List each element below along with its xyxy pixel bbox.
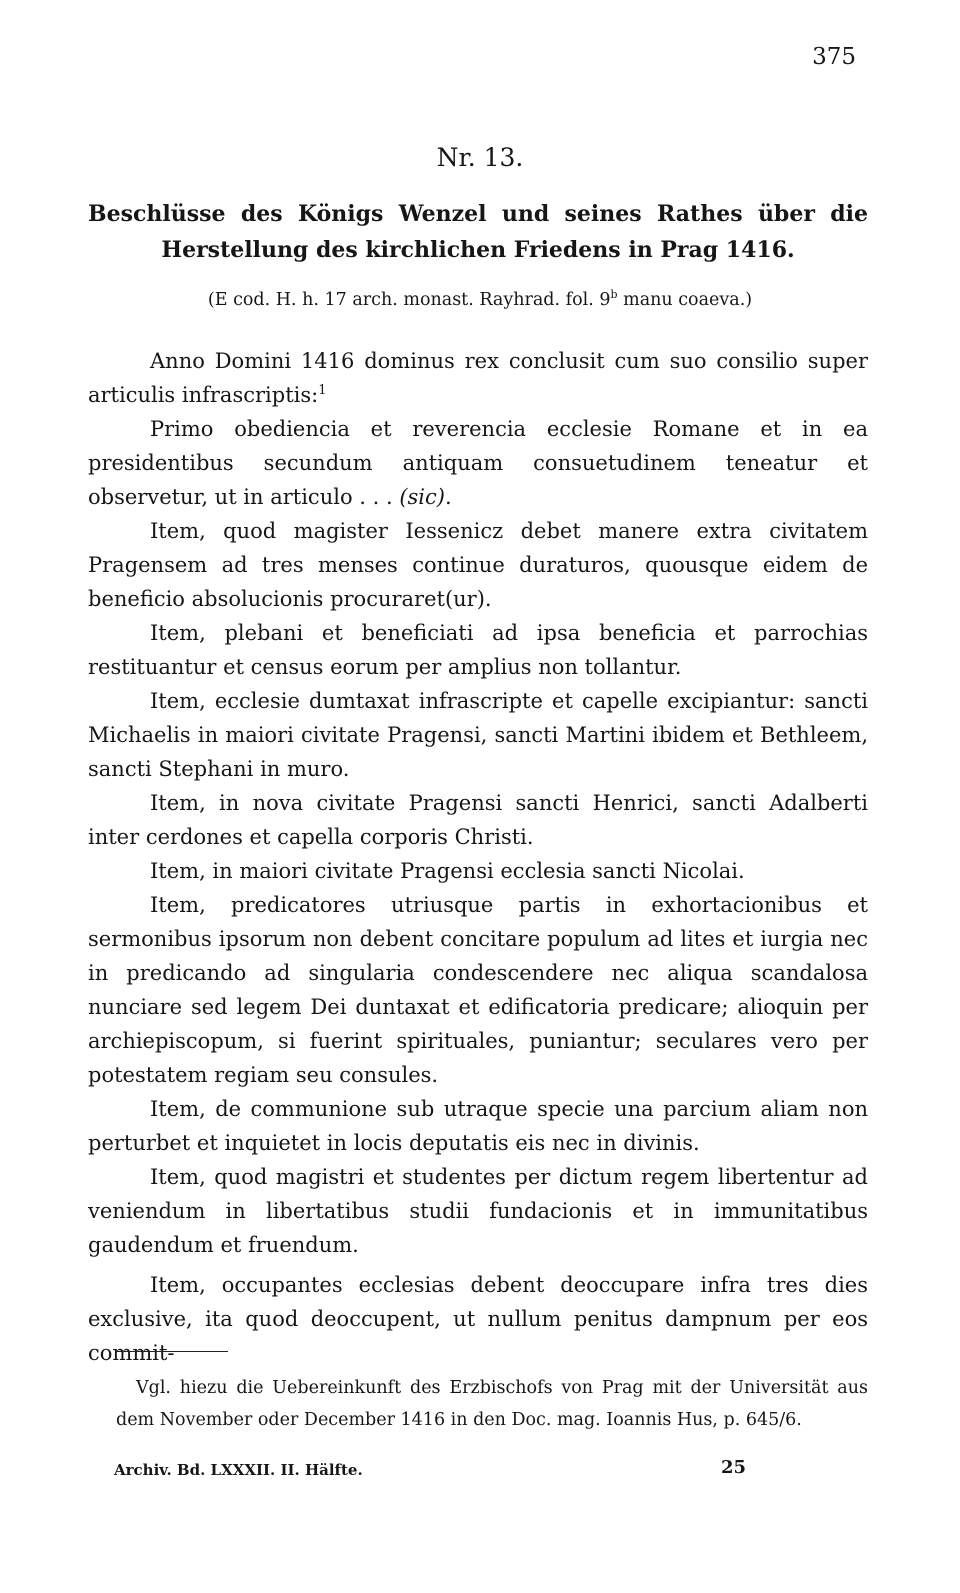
paragraph-intro bbox=[88, 344, 868, 412]
paragraph-1-text: Primo obediencia et reverencia ecclesie Romane et in ea presidentibus secundum antiquam consuetudinem teneatur et observetur, ut in articulo . . . bbox=[88, 417, 868, 509]
footer-sheet-number: 25 bbox=[721, 1457, 747, 1478]
footnote-ref: 1 bbox=[318, 383, 327, 398]
paragraph-5: Item, in nova civitate Pragensi sancti Henrici, sancti Adalberti inter cerdones et capella corporis Christi. bbox=[88, 791, 868, 849]
page-number: 375 bbox=[812, 44, 856, 70]
paragraph-1-end: . bbox=[444, 485, 452, 509]
footnote-rule bbox=[116, 1351, 228, 1352]
intro-text: Anno Domini 1416 dominus rex conclusit cum suo consilio super articulis infrascriptis: bbox=[88, 349, 868, 407]
paragraph-3: Item, plebani et beneficiati ad ipsa beneficia et parrochias restituantur et census eorum per amplius non tollantur. bbox=[88, 621, 868, 679]
paragraph-2: Item, quod magister Iessenicz debet manere extra civitatem Pragensem ad tres menses continue duraturos, quousque eidem de beneficio absolucionis procuraret(ur). bbox=[88, 519, 868, 611]
body-text bbox=[88, 344, 868, 1370]
paragraph-1 bbox=[88, 412, 868, 514]
source-superscript: b bbox=[610, 288, 618, 301]
document-number: Nr. 13. bbox=[436, 143, 524, 172]
sic-marker: (sic) bbox=[399, 485, 445, 509]
footer-signature: Archiv. Bd. LXXXII. II. Hälfte. bbox=[114, 1461, 363, 1479]
paragraph-7: Item, predicatores utriusque partis in exhortacionibus et sermonibus ipsorum non debent concitare populum ad lites et iurgia nec in predicando ad singularia condescendere nec aliqua scandalosa nunciare sed legem Dei duntaxat et edificatoria predicare; alioquin per archiepiscopum, si fuerint spirituales, puniantur; seculares vero per potestatem regiam seu consules. bbox=[88, 893, 868, 1087]
footnote: Vgl. hiezu die Uebereinkunft des Erzbischofs von Prag mit der Universität aus dem November oder December 1416 in den Doc. mag. Ioannis Hus, p. 645/6. bbox=[116, 1378, 868, 1430]
paragraph-10: Item, occupantes ecclesias debent deoccupare infra tres dies exclusive, ita quod deoccupent, ut nullum penitus dampnum per eos commit- bbox=[88, 1273, 868, 1365]
paragraph-4: Item, ecclesie dumtaxat infrascripte et capelle excipiantur: sancti Michaelis in maiori civitate Pragensi, sancti Martini ibidem et Bethleem, sancti Stephani in muro. bbox=[88, 689, 868, 781]
paragraph-9: Item, quod magistri et studentes per dictum regem libertentur ad veniendum in libertatibus studii fundacionis et in immunitatibus gaudendum et fruendum. bbox=[88, 1165, 868, 1257]
document-title: Beschlüsse des Königs Wenzel und seines Rathes über die Herstellung des kirchlichen Friedens in Prag 1416. bbox=[88, 201, 868, 263]
paragraph-6: Item, in maiori civitate Pragensi ecclesia sancti Nicolai. bbox=[150, 859, 745, 883]
source-prefix: (E cod. H. h. 17 arch. monast. Rayhrad. fol. 9 bbox=[207, 289, 611, 310]
source-suffix: manu coaeva.) bbox=[617, 289, 753, 310]
source-note bbox=[0, 288, 960, 310]
paragraph-8: Item, de communione sub utraque specie una parcium aliam non perturbet et inquietet in locis deputatis eis nec in divinis. bbox=[88, 1097, 868, 1155]
